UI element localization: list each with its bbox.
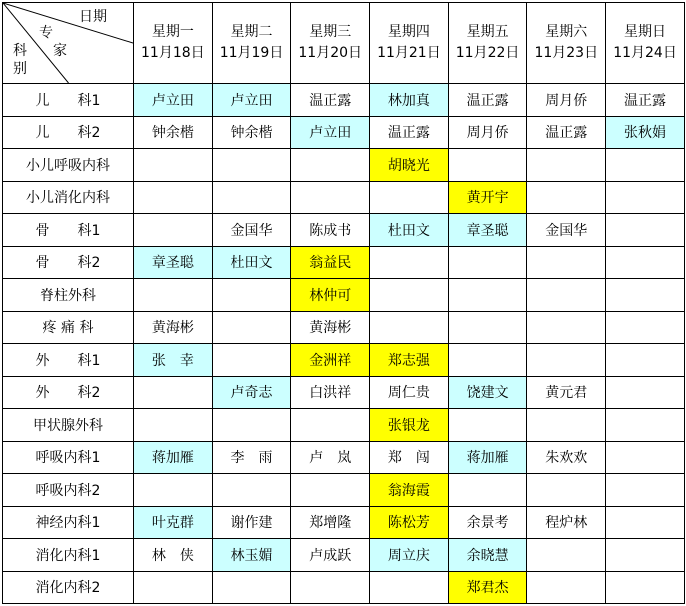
doctor-cell [606,311,685,344]
doctor-cell: 温正露 [291,84,370,117]
table-row [3,246,685,279]
department-cell: 呼吸内科1 [3,441,134,474]
table-row [3,506,685,539]
doctor-cell [291,149,370,182]
table-row [3,441,685,474]
doctor-cell [134,279,213,312]
table-row [3,279,685,312]
table-row [3,376,685,409]
day-header-cell [212,3,291,84]
doctor-cell [212,344,291,377]
doctor-cell [606,506,685,539]
doctor-cell: 黄元君 [527,376,606,409]
doctor-cell [527,149,606,182]
day-header-cell [291,3,370,84]
date-label: 11月20日 [298,45,363,61]
department-cell: 甲状腺外科 [3,409,134,442]
corner-expert-label-2: 家 [53,43,67,59]
doctor-cell [606,181,685,214]
doctor-cell: 章圣聪 [448,214,527,247]
doctor-cell [448,474,527,507]
doctor-cell [606,474,685,507]
doctor-cell: 白洪祥 [291,376,370,409]
doctor-cell: 郑 闯 [370,441,449,474]
doctor-cell: 程炉林 [527,506,606,539]
weekday-label: 星期一 [151,24,194,40]
doctor-cell: 钟余楷 [212,116,291,149]
department-cell: 外 科2 [3,376,134,409]
table-row [3,539,685,572]
doctor-cell [212,311,291,344]
date-label: 11月19日 [219,45,284,61]
doctor-cell [212,409,291,442]
doctor-cell [212,571,291,604]
doctor-cell [527,246,606,279]
doctor-cell: 周立庆 [370,539,449,572]
doctor-cell [527,279,606,312]
doctor-cell [448,149,527,182]
table-row [3,181,685,214]
doctor-cell [606,246,685,279]
doctor-cell [291,181,370,214]
department-cell: 儿 科1 [3,84,134,117]
doctor-cell [448,409,527,442]
doctor-cell: 陈松芳 [370,506,449,539]
doctor-cell [134,181,213,214]
weekday-label: 星期二 [230,24,273,40]
doctor-cell [606,539,685,572]
doctor-cell: 胡晓光 [370,149,449,182]
doctor-cell: 余景考 [448,506,527,539]
doctor-cell: 张银龙 [370,409,449,442]
doctor-cell: 张 幸 [134,344,213,377]
doctor-cell: 周月侨 [527,84,606,117]
doctor-cell [370,571,449,604]
doctor-cell [370,279,449,312]
department-cell: 外 科1 [3,344,134,377]
doctor-cell [212,181,291,214]
doctor-cell: 朱欢欢 [527,441,606,474]
corner-expert-label-1: 专 [39,25,53,41]
doctor-cell: 蒋加雁 [448,441,527,474]
doctor-cell: 李 雨 [212,441,291,474]
doctor-cell: 叶克群 [134,506,213,539]
department-cell: 脊柱外科 [3,279,134,312]
corner-dept-label-2: 别 [13,61,27,77]
date-label: 11月23日 [534,45,599,61]
day-header-cell [448,3,527,84]
doctor-cell: 金国华 [527,214,606,247]
doctor-cell: 卢立田 [212,84,291,117]
corner-date-label: 日期 [79,9,107,25]
doctor-cell [606,214,685,247]
doctor-cell [212,474,291,507]
doctor-cell [606,376,685,409]
corner-dept-label-1: 科 [13,43,27,59]
department-cell: 疼 痛 科 [3,311,134,344]
department-cell: 小儿呼吸内科 [3,149,134,182]
table-row [3,409,685,442]
doctor-cell: 林玉媚 [212,539,291,572]
department-cell: 小儿消化内科 [3,181,134,214]
department-cell: 消化内科2 [3,571,134,604]
doctor-cell: 钟余楷 [134,116,213,149]
expert-schedule-table [2,2,685,604]
department-cell: 儿 科2 [3,116,134,149]
date-label: 11月24日 [613,45,677,61]
doctor-cell: 章圣聪 [134,246,213,279]
weekday-label: 星期三 [309,24,352,40]
doctor-cell [448,246,527,279]
table-row [3,311,685,344]
doctor-cell [370,181,449,214]
table-row [3,214,685,247]
table-row [3,344,685,377]
doctor-cell: 林加真 [370,84,449,117]
doctor-cell [527,311,606,344]
doctor-cell: 林 侠 [134,539,213,572]
date-label: 11月21日 [377,45,441,61]
doctor-cell: 杜田文 [212,246,291,279]
doctor-cell [527,571,606,604]
date-label: 11月18日 [141,45,205,61]
doctor-cell: 温正露 [527,116,606,149]
doctor-cell [370,246,449,279]
doctor-cell [527,181,606,214]
doctor-cell [448,344,527,377]
doctor-cell: 饶建文 [448,376,527,409]
doctor-cell: 周仁贵 [370,376,449,409]
corner-header-cell [3,3,134,84]
doctor-cell [291,571,370,604]
doctor-cell [448,311,527,344]
day-header-cell [370,3,449,84]
doctor-cell: 卢立田 [134,84,213,117]
doctor-cell: 林仲可 [291,279,370,312]
doctor-cell: 余晓慧 [448,539,527,572]
doctor-cell [134,376,213,409]
department-cell: 消化内科1 [3,539,134,572]
doctor-cell: 谢作建 [212,506,291,539]
doctor-cell: 郑君杰 [448,571,527,604]
doctor-cell [134,149,213,182]
doctor-cell: 蒋加雁 [134,441,213,474]
doctor-cell [527,539,606,572]
doctor-cell [134,214,213,247]
doctor-cell: 陈成书 [291,214,370,247]
doctor-cell: 温正露 [448,84,527,117]
doctor-cell [134,474,213,507]
weekday-label: 星期四 [387,24,430,40]
doctor-cell: 金洲祥 [291,344,370,377]
doctor-cell [212,149,291,182]
doctor-cell: 黄海彬 [291,311,370,344]
date-label: 11月22日 [455,45,520,61]
doctor-cell: 郑志强 [370,344,449,377]
doctor-cell: 卢奇志 [212,376,291,409]
doctor-cell: 翁益民 [291,246,370,279]
doctor-cell [448,279,527,312]
doctor-cell [134,409,213,442]
table-row [3,474,685,507]
doctor-cell: 杜田文 [370,214,449,247]
doctor-cell [134,571,213,604]
doctor-cell [370,311,449,344]
doctor-cell: 翁海霞 [370,474,449,507]
doctor-cell [606,409,685,442]
weekday-label: 星期六 [545,24,588,40]
day-header-cell [527,3,606,84]
table-row [3,84,685,117]
doctor-cell: 卢成跃 [291,539,370,572]
doctor-cell: 黄开宇 [448,181,527,214]
table-row [3,116,685,149]
day-header-cell [134,3,213,84]
doctor-cell [527,409,606,442]
doctor-cell [606,344,685,377]
header-row [3,3,685,84]
table-row [3,571,685,604]
doctor-cell: 黄海彬 [134,311,213,344]
doctor-cell: 温正露 [370,116,449,149]
doctor-cell: 郑增隆 [291,506,370,539]
table-body [3,84,685,604]
doctor-cell [606,279,685,312]
doctor-cell: 金国华 [212,214,291,247]
department-cell: 神经内科1 [3,506,134,539]
department-cell: 骨 科2 [3,246,134,279]
doctor-cell [527,344,606,377]
doctor-cell [291,474,370,507]
doctor-cell [291,409,370,442]
weekday-label: 星期五 [466,24,509,40]
doctor-cell: 张秋娟 [606,116,685,149]
doctor-cell: 温正露 [606,84,685,117]
doctor-cell [212,279,291,312]
doctor-cell: 周月侨 [448,116,527,149]
doctor-cell [606,441,685,474]
doctor-cell: 卢 岚 [291,441,370,474]
doctor-cell: 卢立田 [291,116,370,149]
table-row [3,149,685,182]
department-cell: 骨 科1 [3,214,134,247]
doctor-cell [606,149,685,182]
table-header [3,3,685,84]
department-cell: 呼吸内科2 [3,474,134,507]
doctor-cell [606,571,685,604]
weekday-label: 星期日 [624,24,667,40]
doctor-cell [527,474,606,507]
day-header-cell [606,3,685,84]
